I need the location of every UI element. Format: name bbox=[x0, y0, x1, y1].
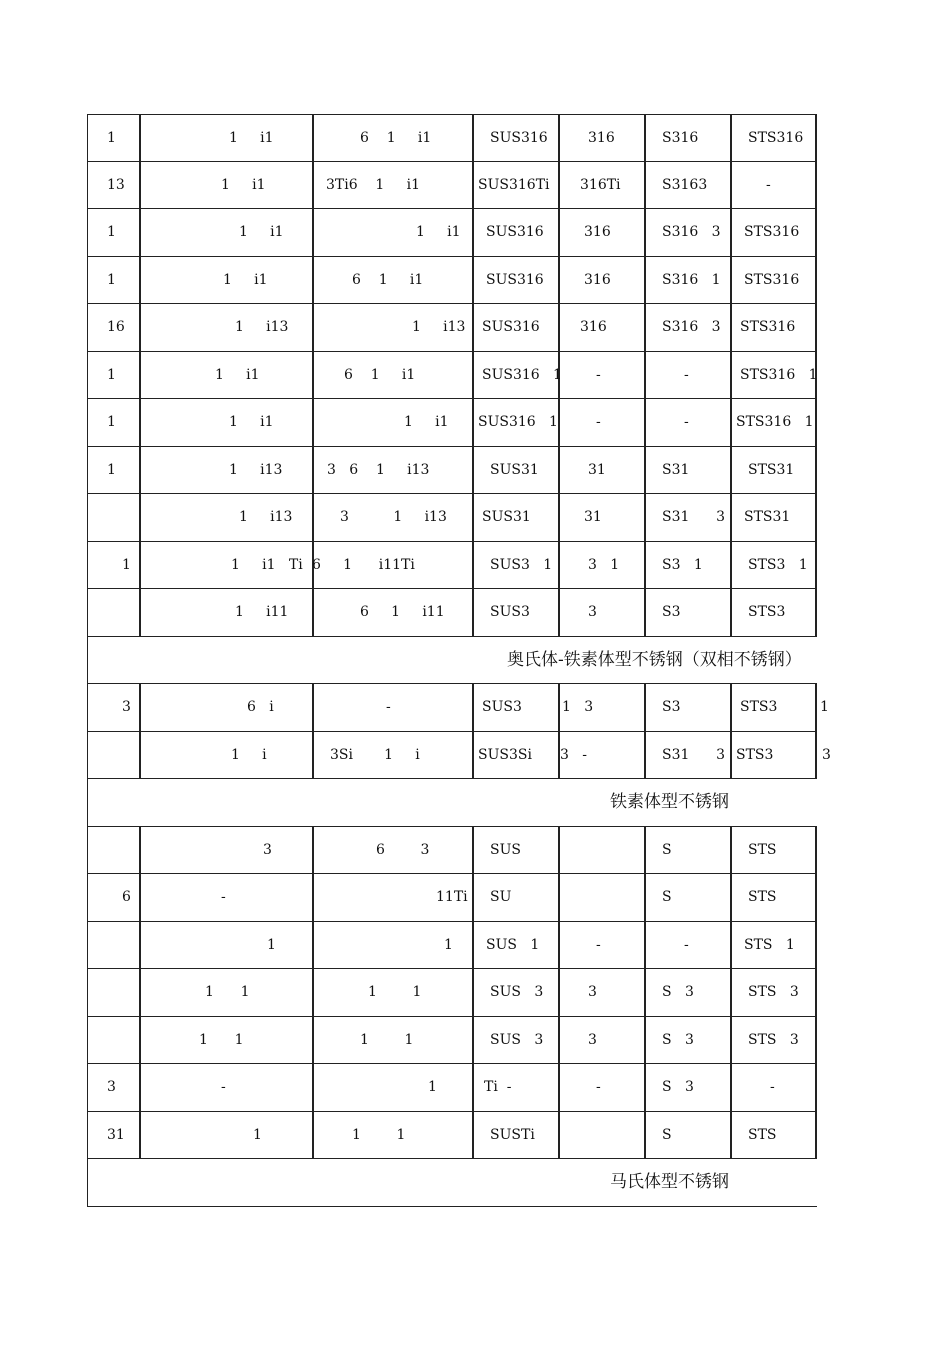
col-no bbox=[88, 209, 141, 256]
col-astm bbox=[558, 542, 646, 589]
col-astm bbox=[558, 1064, 646, 1111]
col-jis-text: Ti - bbox=[484, 1079, 512, 1096]
col-jis-text: SU bbox=[490, 889, 512, 906]
col-ks-text: STS bbox=[748, 1126, 777, 1143]
col-ks bbox=[730, 115, 818, 161]
col-uns-text: S3 1 bbox=[662, 556, 703, 573]
col-cn-grade-text: 1 1 bbox=[205, 984, 250, 1001]
col-astm-text: 316 bbox=[580, 319, 607, 336]
col-cn-grade-text: 1 i1 bbox=[221, 176, 266, 193]
col-no bbox=[88, 162, 141, 209]
col-cn-new-grade bbox=[312, 732, 474, 779]
col-uns-text: S31 3 bbox=[662, 746, 726, 763]
col-cn-grade bbox=[139, 1064, 314, 1111]
col-cn-grade-text: 1 i1 bbox=[229, 414, 274, 431]
col-no bbox=[88, 922, 141, 969]
col-cn-new-grade-text: 1 1 bbox=[352, 1126, 406, 1143]
col-no-text: 31 bbox=[107, 1126, 125, 1143]
col-cn-grade bbox=[139, 115, 314, 161]
col-astm bbox=[558, 1112, 646, 1159]
table-row bbox=[87, 399, 817, 447]
col-jis-text: SUS3 1 bbox=[490, 556, 553, 573]
col-no bbox=[88, 1064, 141, 1111]
col-astm-text: 3 bbox=[588, 604, 597, 621]
col-cn-new-grade bbox=[312, 827, 474, 874]
col-ks bbox=[730, 1017, 818, 1064]
col-no bbox=[88, 447, 141, 494]
col-cn-new-grade-text: 3Si 1 i bbox=[330, 746, 420, 763]
col-ks bbox=[730, 257, 818, 304]
col-cn-new-grade bbox=[312, 162, 474, 209]
col-cn-new-grade bbox=[312, 209, 474, 256]
col-cn-grade bbox=[139, 494, 314, 541]
col-uns-text: S316 1 bbox=[662, 271, 721, 288]
col-ks-text: STS 3 bbox=[748, 984, 799, 1001]
section-header-martensitic bbox=[87, 1159, 817, 1207]
col-jis-text: SUS31 bbox=[490, 461, 539, 478]
col-uns-text: S3163 bbox=[662, 176, 708, 193]
col-no bbox=[88, 494, 141, 541]
col-astm bbox=[558, 589, 646, 636]
col-uns bbox=[644, 969, 732, 1016]
col-uns bbox=[644, 304, 732, 351]
col-no-text: 1 bbox=[107, 366, 116, 383]
col-cn-grade bbox=[139, 162, 314, 209]
col-ks-text: STS3 bbox=[736, 746, 774, 763]
table-row bbox=[87, 352, 817, 400]
col-ks-text: STS 1 bbox=[744, 936, 795, 953]
col-ks-text: STS3 1 bbox=[748, 556, 808, 573]
col-ks bbox=[730, 352, 818, 399]
col-cn-new-grade bbox=[312, 542, 474, 589]
col-uns bbox=[644, 684, 732, 731]
col-no bbox=[88, 352, 141, 399]
col-jis-text: SUS bbox=[490, 841, 521, 858]
col-cn-grade-text: 1 i1 bbox=[215, 366, 260, 383]
col-astm bbox=[558, 922, 646, 969]
col-cn-grade-text: 1 bbox=[253, 1126, 262, 1143]
col-uns-text: S 3 bbox=[662, 984, 694, 1001]
col-cn-grade-text: 1 i1 Ti bbox=[231, 556, 303, 573]
col-no-text: 3 bbox=[122, 699, 131, 716]
section-header-duplex bbox=[87, 637, 817, 685]
col-jis-text: SUS316 bbox=[486, 271, 544, 288]
col-jis bbox=[472, 1064, 560, 1111]
col-cn-grade bbox=[139, 1112, 314, 1159]
col-uns-text: S3 bbox=[662, 699, 681, 716]
col-no bbox=[88, 304, 141, 351]
col-cn-grade bbox=[139, 352, 314, 399]
col-astm-text: 316 bbox=[588, 129, 615, 146]
col-cn-new-grade-text: 1 1 bbox=[360, 1031, 414, 1048]
table-row bbox=[87, 969, 817, 1017]
table-row bbox=[87, 114, 817, 162]
col-no bbox=[88, 969, 141, 1016]
col-ks-text: STS316 bbox=[744, 224, 800, 241]
table-row bbox=[87, 257, 817, 305]
col-jis bbox=[472, 304, 560, 351]
col-cn-grade-text: 1 i11 bbox=[235, 604, 289, 621]
col-ks-text: STS bbox=[748, 841, 777, 858]
col-jis-text: SUS3 bbox=[482, 699, 522, 716]
col-cn-new-grade-text: 1 i1 bbox=[404, 414, 449, 431]
col-cn-new-grade-text: 6 3 bbox=[376, 841, 430, 858]
col-jis-text: SUS3Si bbox=[478, 746, 532, 763]
col-cn-new-grade bbox=[312, 352, 474, 399]
col-uns bbox=[644, 1112, 732, 1159]
col-ks bbox=[730, 447, 818, 494]
col-astm-text: - bbox=[596, 1079, 601, 1096]
col-uns-text: - bbox=[684, 414, 689, 431]
col-astm bbox=[558, 874, 646, 921]
col-jis bbox=[472, 399, 560, 446]
col-ks bbox=[730, 399, 818, 446]
col-cn-grade-text: 1 i13 bbox=[239, 509, 293, 526]
col-no-text: 16 bbox=[107, 319, 125, 336]
col-no-text: 1 bbox=[107, 461, 116, 478]
col-cn-new-grade-text: 1 bbox=[428, 1079, 437, 1096]
col-ks-text: STS31 bbox=[748, 461, 795, 478]
col-uns-text: S316 bbox=[662, 129, 699, 146]
col-cn-new-grade bbox=[312, 257, 474, 304]
col-cn-new-grade-text: 6 1 i11 bbox=[360, 604, 445, 621]
col-astm-text: - bbox=[596, 414, 601, 431]
col-cn-grade bbox=[139, 684, 314, 731]
col-jis bbox=[472, 115, 560, 161]
col-jis bbox=[472, 257, 560, 304]
col-no bbox=[88, 1017, 141, 1064]
overflow-text: 1 bbox=[820, 699, 829, 716]
col-uns bbox=[644, 922, 732, 969]
col-uns-text: S316 3 bbox=[662, 319, 721, 336]
col-ks bbox=[730, 304, 818, 351]
col-jis-text: SUS316 bbox=[490, 129, 548, 146]
col-astm-text: 1 3 bbox=[562, 699, 594, 716]
col-cn-new-grade bbox=[312, 969, 474, 1016]
col-uns bbox=[644, 1017, 732, 1064]
col-cn-grade-text: 1 i1 bbox=[223, 271, 268, 288]
col-cn-grade-text: 6 i bbox=[247, 699, 274, 716]
col-uns bbox=[644, 115, 732, 161]
section-title: 马氏体型不锈钢 bbox=[610, 1172, 729, 1193]
col-cn-grade-text: 1 i13 bbox=[235, 319, 289, 336]
col-jis bbox=[472, 827, 560, 874]
col-cn-new-grade bbox=[312, 874, 474, 921]
col-astm bbox=[558, 732, 646, 779]
col-astm bbox=[558, 162, 646, 209]
col-uns bbox=[644, 542, 732, 589]
col-uns-text: S 3 bbox=[662, 1079, 694, 1096]
col-astm-text: 3 1 bbox=[588, 556, 620, 573]
col-uns bbox=[644, 589, 732, 636]
col-ks-text: STS 3 bbox=[748, 1031, 799, 1048]
col-cn-grade bbox=[139, 399, 314, 446]
col-cn-new-grade-text: 1 i13 bbox=[412, 319, 466, 336]
col-ks bbox=[730, 542, 818, 589]
col-ks bbox=[730, 827, 818, 874]
col-no-text: 1 bbox=[107, 414, 116, 431]
col-ks bbox=[730, 209, 818, 256]
col-cn-new-grade bbox=[312, 447, 474, 494]
col-astm-text: 31 bbox=[588, 461, 606, 478]
col-cn-grade-text: - bbox=[221, 889, 226, 906]
col-astm-text: 3 bbox=[588, 1031, 597, 1048]
table-row bbox=[87, 1017, 817, 1065]
col-uns-text: S31 3 bbox=[662, 509, 726, 526]
col-astm-text: 31 bbox=[584, 509, 602, 526]
overflow-text: 3 bbox=[822, 746, 831, 763]
col-astm bbox=[558, 494, 646, 541]
col-uns bbox=[644, 209, 732, 256]
col-uns bbox=[644, 447, 732, 494]
col-cn-new-grade bbox=[312, 494, 474, 541]
col-uns bbox=[644, 352, 732, 399]
table-row bbox=[87, 304, 817, 352]
col-cn-new-grade-text: 11Ti bbox=[436, 889, 468, 906]
col-jis-text: SUS316Ti bbox=[478, 176, 550, 193]
col-jis bbox=[472, 542, 560, 589]
col-ks bbox=[730, 684, 818, 731]
col-ks-text: STS316 1 bbox=[740, 366, 818, 383]
col-cn-new-grade bbox=[312, 684, 474, 731]
col-ks bbox=[730, 969, 818, 1016]
col-cn-grade bbox=[139, 589, 314, 636]
section-header-ferritic bbox=[87, 779, 817, 827]
col-cn-grade bbox=[139, 922, 314, 969]
col-ks-text: STS316 bbox=[740, 319, 796, 336]
col-uns bbox=[644, 827, 732, 874]
col-ks bbox=[730, 589, 818, 636]
table-row bbox=[87, 589, 817, 637]
col-ks bbox=[730, 732, 818, 779]
col-cn-new-grade bbox=[312, 1064, 474, 1111]
col-cn-grade-text: 1 i1 bbox=[239, 224, 284, 241]
col-astm-text: 3 - bbox=[560, 746, 587, 763]
table-row bbox=[87, 447, 817, 495]
col-uns-text: S31 bbox=[662, 461, 690, 478]
col-no-text: 1 bbox=[107, 224, 116, 241]
col-jis bbox=[472, 684, 560, 731]
col-ks-text: STS bbox=[748, 889, 777, 906]
col-astm bbox=[558, 209, 646, 256]
col-astm bbox=[558, 969, 646, 1016]
col-no-text: 6 bbox=[122, 889, 131, 906]
col-cn-grade bbox=[139, 827, 314, 874]
table-row bbox=[87, 922, 817, 970]
col-jis bbox=[472, 1017, 560, 1064]
section-title: 铁素体型不锈钢 bbox=[610, 792, 729, 813]
table-row bbox=[87, 684, 829, 732]
col-no bbox=[88, 257, 141, 304]
col-cn-new-grade-text: 1 1 bbox=[368, 984, 422, 1001]
col-uns bbox=[644, 1064, 732, 1111]
col-cn-new-grade-text: 6 1 i11Ti bbox=[312, 556, 415, 573]
col-uns-text: - bbox=[684, 366, 689, 383]
col-ks bbox=[730, 494, 818, 541]
col-jis bbox=[472, 447, 560, 494]
table-row bbox=[87, 542, 817, 590]
col-jis bbox=[472, 209, 560, 256]
col-ks bbox=[730, 1112, 818, 1159]
col-astm-text: 316 bbox=[584, 224, 611, 241]
col-jis bbox=[472, 922, 560, 969]
col-cn-grade-text: 1 i bbox=[231, 746, 267, 763]
col-cn-grade-text: 1 i13 bbox=[229, 461, 283, 478]
col-jis-text: SUS31 bbox=[482, 509, 531, 526]
col-jis-text: SUS 3 bbox=[490, 984, 544, 1001]
col-uns-text: S bbox=[662, 1126, 672, 1143]
section-title: 奥氏体-铁素体型不锈钢（双相不锈钢） bbox=[507, 649, 802, 670]
col-ks-text: STS31 bbox=[744, 509, 791, 526]
table-row bbox=[87, 494, 817, 542]
col-jis-text: SUS 3 bbox=[490, 1031, 544, 1048]
col-cn-grade bbox=[139, 969, 314, 1016]
col-uns-text: - bbox=[684, 936, 689, 953]
col-jis-text: SUS316 bbox=[486, 224, 544, 241]
col-uns bbox=[644, 399, 732, 446]
col-uns bbox=[644, 874, 732, 921]
col-astm bbox=[558, 684, 646, 731]
table-row bbox=[87, 827, 817, 875]
col-cn-grade bbox=[139, 257, 314, 304]
col-cn-grade bbox=[139, 209, 314, 256]
col-astm-text: - bbox=[596, 936, 601, 953]
col-astm-text: 316Ti bbox=[580, 176, 621, 193]
col-no bbox=[88, 542, 141, 589]
col-uns-text: S bbox=[662, 889, 672, 906]
col-cn-grade bbox=[139, 304, 314, 351]
col-ks-text: STS316 1 bbox=[736, 414, 814, 431]
col-astm bbox=[558, 827, 646, 874]
col-ks-text: - bbox=[770, 1079, 775, 1096]
col-no-text: 1 bbox=[107, 129, 116, 146]
col-uns-text: S bbox=[662, 841, 672, 858]
col-ks bbox=[730, 922, 818, 969]
table-row bbox=[87, 1064, 817, 1112]
col-uns bbox=[644, 494, 732, 541]
col-jis bbox=[472, 494, 560, 541]
col-uns-text: S3 bbox=[662, 604, 681, 621]
col-no bbox=[88, 874, 141, 921]
col-cn-new-grade-text: 1 bbox=[444, 936, 453, 953]
col-cn-new-grade-text: 6 1 i1 bbox=[360, 129, 432, 146]
col-jis bbox=[472, 874, 560, 921]
col-jis-text: SUS 1 bbox=[486, 936, 540, 953]
table-row bbox=[87, 162, 817, 210]
col-astm bbox=[558, 447, 646, 494]
col-cn-new-grade bbox=[312, 589, 474, 636]
col-jis-text: SUSTi bbox=[490, 1126, 535, 1143]
col-cn-new-grade bbox=[312, 922, 474, 969]
col-uns-text: S316 3 bbox=[662, 224, 721, 241]
col-jis bbox=[472, 1112, 560, 1159]
table-row bbox=[87, 874, 817, 922]
table-row bbox=[87, 732, 831, 780]
col-no bbox=[88, 684, 141, 731]
col-ks-text: - bbox=[766, 176, 771, 193]
col-astm bbox=[558, 352, 646, 399]
col-no-text: 1 bbox=[122, 556, 131, 573]
col-cn-grade bbox=[139, 542, 314, 589]
col-cn-grade bbox=[139, 732, 314, 779]
col-astm bbox=[558, 304, 646, 351]
col-ks bbox=[730, 874, 818, 921]
col-cn-new-grade bbox=[312, 1017, 474, 1064]
col-jis bbox=[472, 969, 560, 1016]
col-astm-text: 316 bbox=[584, 271, 611, 288]
col-cn-new-grade-text: 3Ti6 1 i1 bbox=[326, 176, 420, 193]
col-cn-grade bbox=[139, 874, 314, 921]
col-cn-new-grade bbox=[312, 115, 474, 161]
col-cn-new-grade-text: - bbox=[386, 699, 391, 716]
col-no bbox=[88, 115, 141, 161]
col-no-text: 1 bbox=[107, 271, 116, 288]
col-uns bbox=[644, 162, 732, 209]
col-ks-text: STS316 bbox=[748, 129, 804, 146]
col-cn-new-grade-text: 1 i1 bbox=[416, 224, 461, 241]
col-cn-grade-text: 3 bbox=[263, 841, 272, 858]
col-jis-text: SUS316 1 bbox=[482, 366, 562, 383]
col-jis bbox=[472, 732, 560, 779]
col-ks-text: STS3 bbox=[740, 699, 778, 716]
col-ks-text: STS3 bbox=[748, 604, 786, 621]
col-no bbox=[88, 827, 141, 874]
col-cn-grade-text: 1 1 bbox=[199, 1031, 244, 1048]
col-cn-new-grade-text: 3 1 i13 bbox=[340, 509, 447, 526]
col-no bbox=[88, 399, 141, 446]
col-cn-new-grade-text: 6 1 i1 bbox=[352, 271, 424, 288]
col-astm bbox=[558, 115, 646, 161]
col-cn-grade-text: 1 bbox=[267, 936, 276, 953]
col-ks bbox=[730, 1064, 818, 1111]
col-cn-new-grade-text: 3 6 1 i13 bbox=[327, 461, 430, 478]
col-astm bbox=[558, 1017, 646, 1064]
col-cn-new-grade bbox=[312, 1112, 474, 1159]
col-ks-text: STS316 bbox=[744, 271, 800, 288]
col-cn-new-grade bbox=[312, 304, 474, 351]
col-no-text: 3 bbox=[107, 1079, 116, 1096]
col-cn-grade-text: - bbox=[221, 1079, 226, 1096]
col-ks bbox=[730, 162, 818, 209]
col-astm bbox=[558, 399, 646, 446]
col-cn-grade bbox=[139, 447, 314, 494]
col-no bbox=[88, 1112, 141, 1159]
col-jis bbox=[472, 589, 560, 636]
col-jis bbox=[472, 352, 560, 399]
col-uns bbox=[644, 257, 732, 304]
col-cn-new-grade-text: 6 1 i1 bbox=[344, 366, 416, 383]
col-astm-text: 3 bbox=[588, 984, 597, 1001]
col-astm bbox=[558, 257, 646, 304]
col-jis bbox=[472, 162, 560, 209]
col-uns bbox=[644, 732, 732, 779]
table-row bbox=[87, 209, 817, 257]
col-jis-text: SUS3 bbox=[490, 604, 530, 621]
col-uns-text: S 3 bbox=[662, 1031, 694, 1048]
col-no bbox=[88, 732, 141, 779]
col-no-text: 13 bbox=[107, 176, 125, 193]
col-cn-grade bbox=[139, 1017, 314, 1064]
col-astm-text: - bbox=[596, 366, 601, 383]
col-jis-text: SUS316 1 bbox=[478, 414, 558, 431]
col-no bbox=[88, 589, 141, 636]
col-cn-grade-text: 1 i1 bbox=[229, 129, 274, 146]
steel-grade-table bbox=[87, 114, 831, 1207]
col-cn-new-grade bbox=[312, 399, 474, 446]
table-row bbox=[87, 1112, 817, 1160]
col-jis-text: SUS316 bbox=[482, 319, 540, 336]
